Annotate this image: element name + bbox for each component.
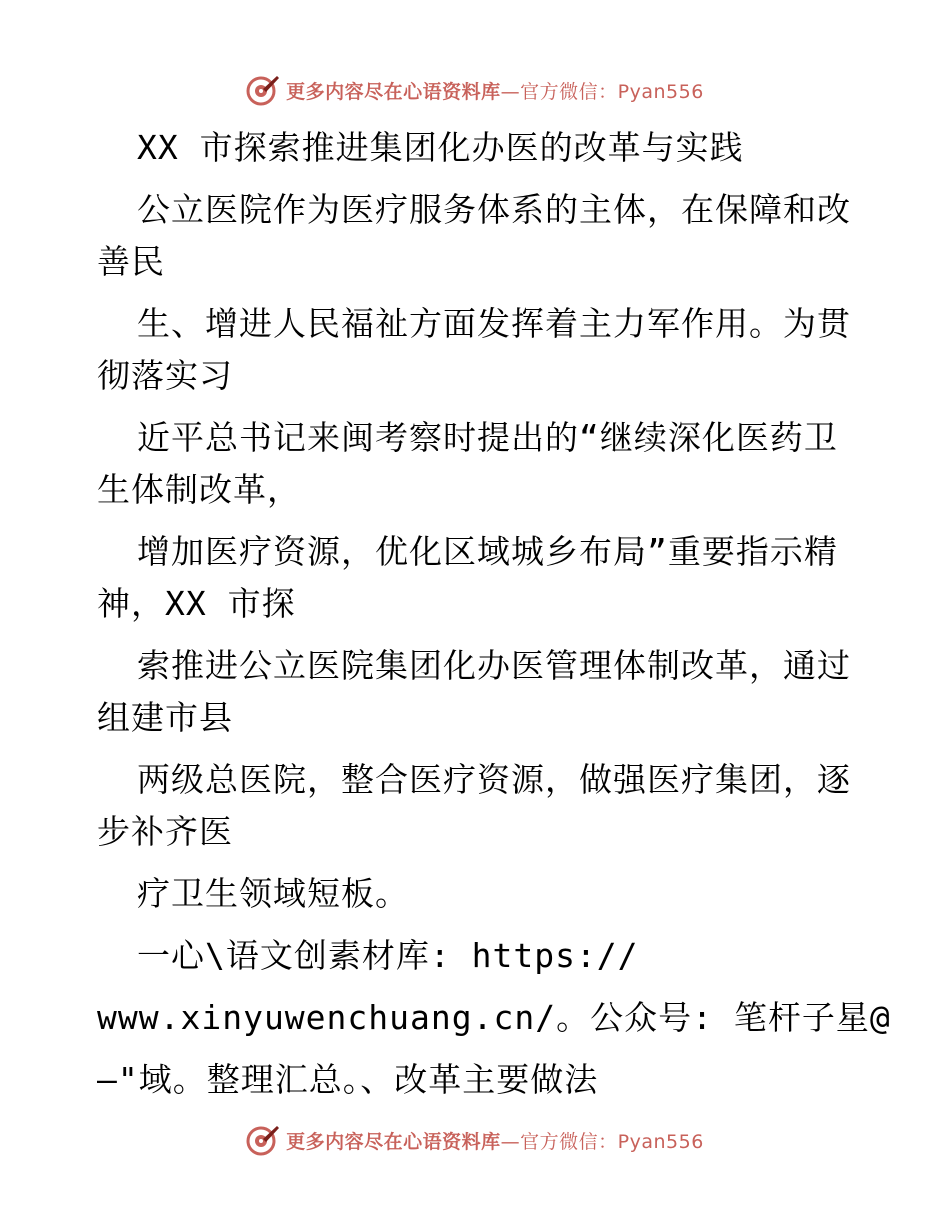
footer-banner-text [286, 1127, 704, 1154]
footer-banner-inner [246, 1123, 704, 1157]
spacer [97, 1044, 857, 1054]
paragraph-line: 近平总书记来闽考察时提出的“继续深化医药卫 [137, 418, 838, 457]
paragraph-line: 一心\语文创素材库: https:// [137, 936, 639, 975]
header-banner [0, 70, 950, 110]
header-banner-main: 更多内容尽在心语资料库 [286, 80, 501, 103]
footer-banner-main: 更多内容尽在心语资料库 [286, 1130, 501, 1153]
spacer [97, 630, 857, 640]
paragraph-line: 增加医疗资源，优化区域城乡布局”重要指示精 [137, 532, 838, 571]
spacer [97, 288, 857, 298]
document-title: XX 市探索推进集团化办医的改革与实践 [137, 128, 744, 167]
header-banner-inner [246, 73, 704, 107]
footer-banner [0, 1120, 950, 1160]
spacer [97, 858, 857, 868]
paragraph-line: 组建市县 [97, 698, 233, 737]
spacer [97, 516, 857, 526]
footer-banner-tail: —官方微信：Pyan556 [500, 1130, 704, 1153]
paragraph-line: 步补齐医 [97, 812, 233, 851]
header-banner-text [286, 77, 704, 104]
paragraph-line: 彻落实习 [97, 356, 233, 395]
document-body [97, 122, 891, 1106]
paragraph-line: 索推进公立医院集团化办医管理体制改革，通过 [137, 646, 851, 685]
header-banner-tail: —官方微信：Pyan556 [500, 80, 704, 103]
paragraph-line: 生体制改革， [97, 470, 301, 509]
spacer [97, 402, 857, 412]
paragraph-line: 神，XX 市探 [97, 584, 296, 623]
paragraph-line: 疗卫生领域短板。 [137, 874, 409, 913]
paragraph-line: 公立医院作为医疗服务体系的主体，在保障和改 [137, 190, 851, 229]
pen-logo-icon [246, 1123, 280, 1157]
spacer [97, 744, 857, 754]
spacer [97, 920, 857, 930]
spacer [97, 982, 857, 992]
paragraph-line: —"域。整理汇总。、改革主要做法 [97, 1060, 599, 1099]
paragraph-line: 善民 [97, 242, 165, 281]
pen-logo-icon [246, 73, 280, 107]
paragraph-line: 两级总医院，整合医疗资源，做强医疗集团，逐 [137, 760, 851, 799]
spacer [97, 174, 857, 184]
paragraph-line: www.xinyuwenchuang.cn/。公众号: 笔杆子星@ [97, 998, 891, 1037]
paragraph-line: 生、增进人民福祉方面发挥着主力军作用。为贯 [137, 304, 851, 343]
